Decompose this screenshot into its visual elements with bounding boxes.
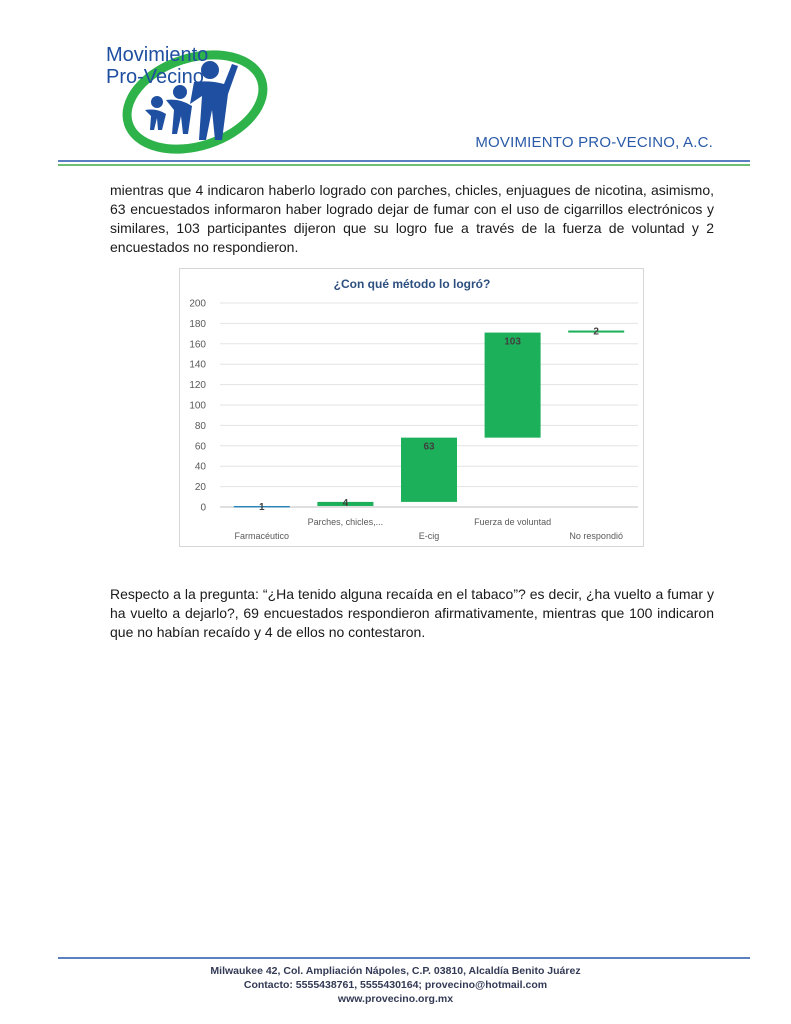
data-label-1: 4 bbox=[342, 497, 349, 509]
footer-contact: Contacto: 5555438761, 5555430164; provecino@hotmail.com bbox=[243, 979, 548, 991]
category-label-1: Parches, chicles,... bbox=[307, 517, 384, 527]
y-tick-label: 40 bbox=[194, 461, 206, 473]
footer-website: www.provecino.org.mx bbox=[337, 993, 454, 1005]
y-tick-label: 120 bbox=[189, 380, 206, 392]
category-label-4: No respondió bbox=[569, 531, 623, 541]
paragraph-2: Respecto a la pregunta: “¿Ha tenido alguna recaída en el tabaco”? es decir, ¿ha vuelto a fumar y ha vuelto a dejarlo?, 69 encuestados respondieron afirmativamente, mientras que 100 indicaron que no habían recaído y 4 de ellos no contestaron. bbox=[110, 586, 714, 640]
y-tick-label: 100 bbox=[189, 400, 206, 412]
header-rule-green bbox=[58, 164, 750, 166]
y-tick-label: 180 bbox=[189, 318, 206, 330]
chart-title: ¿Con qué método lo logró? bbox=[333, 277, 491, 291]
data-label-0: 1 bbox=[259, 501, 265, 513]
category-label-3: Fuerza de voluntad bbox=[474, 517, 552, 527]
header-rule-blue bbox=[58, 160, 750, 162]
data-label-2: 63 bbox=[423, 441, 435, 453]
data-label-4: 2 bbox=[593, 326, 599, 338]
y-tick-label: 200 bbox=[189, 298, 206, 310]
category-label-0: Farmacéutico bbox=[234, 531, 290, 541]
bar-3 bbox=[485, 333, 541, 438]
waterfall-chart bbox=[179, 268, 644, 547]
y-tick-label: 140 bbox=[189, 359, 206, 371]
organization-name: MOVIMIENTO PRO-VECINO, A.C. bbox=[475, 134, 713, 151]
y-tick-label: 160 bbox=[189, 339, 206, 351]
y-tick-label: 0 bbox=[200, 502, 206, 514]
y-tick-label: 80 bbox=[194, 420, 206, 432]
y-tick-label: 60 bbox=[194, 441, 206, 453]
category-label-2: E-cig bbox=[418, 531, 440, 541]
paragraph-1: mientras que 4 indicaron haberlo logrado con parches, chicles, enjuagues de nicotina, asimismo, 63 encuestados informaron haber logrado dejar de fumar con el uso de cigarrillos electrónicos y similares, 103 participantes dijeron que su logro fue a través de la fuerza de voluntad y 2 encuestados no respondieron. bbox=[110, 182, 714, 255]
logo-text-line2: Pro-Vecino bbox=[106, 66, 204, 88]
data-label-3: 103 bbox=[504, 336, 521, 348]
logo-text-line1: Movimiento bbox=[106, 44, 209, 66]
y-tick-label: 20 bbox=[194, 482, 206, 494]
chart-svg bbox=[180, 269, 645, 548]
footer-address: Milwaukee 42, Col. Ampliación Nápoles, C.P. 03810, Alcaldía Benito Juárez bbox=[210, 965, 581, 977]
footer-rule bbox=[58, 957, 750, 959]
logo bbox=[100, 30, 270, 160]
